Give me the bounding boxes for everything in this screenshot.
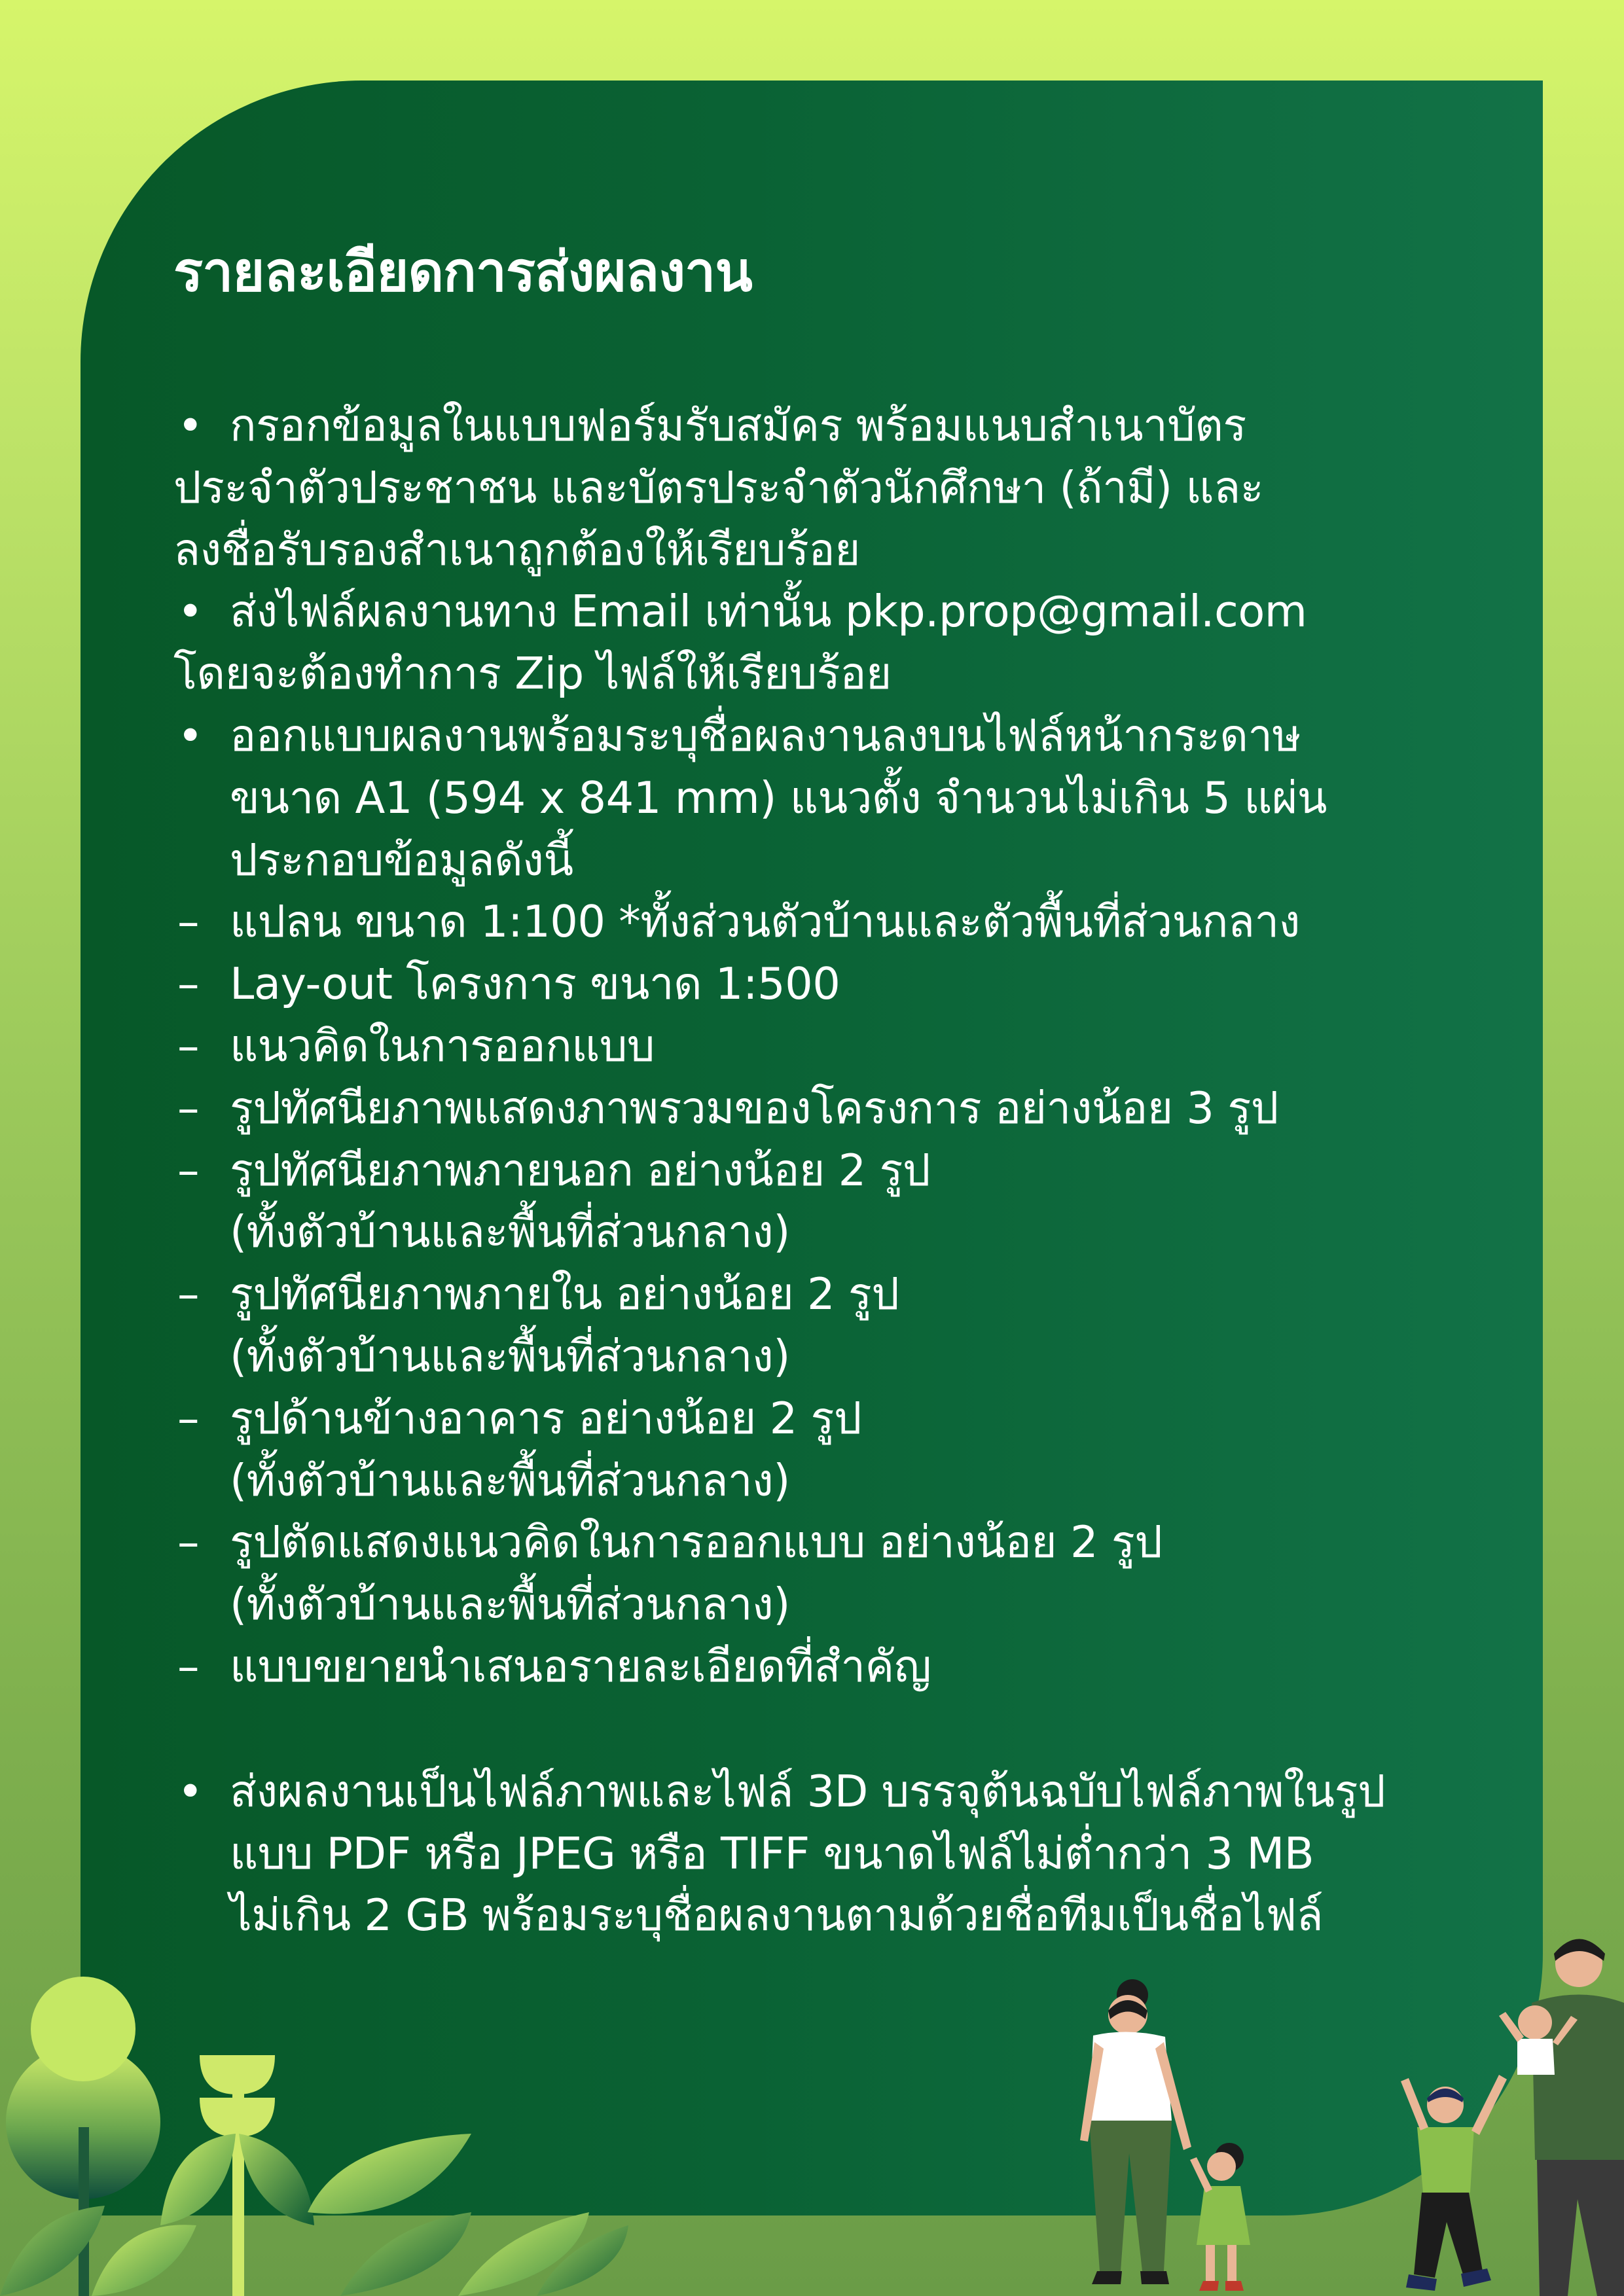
list-item-email-submission: [173, 581, 1489, 643]
item-continuation: (ทั้งตัวบ้านและพื้นที่ส่วนกลาง): [230, 1206, 790, 1258]
dash-marker: –: [177, 1640, 199, 1692]
dash-marker: –: [177, 1020, 199, 1071]
sub-item-elevation: – รูปด้านข้างอาคาร อย่างน้อย 2 รูป: [173, 1388, 1489, 1450]
sub-item-detail-drawing: – แบบขยายนำเสนอรายละเอียดที่สำคัญ: [173, 1636, 1489, 1698]
item-continuation: (ทั้งตัวบ้านและพื้นที่ส่วนกลาง): [230, 1454, 790, 1506]
dash-marker: –: [177, 1144, 199, 1196]
item-continuation: ขนาด A1 (594 x 841 mm) แนวตั้ง จำนวนไม่เกิน 5 แผ่น: [230, 772, 1327, 823]
sub-item-section: – รูปตัดแสดงแนวคิดในการออกแบบ อย่างน้อย 2 รูป: [173, 1511, 1489, 1573]
list-item-application-form: [173, 395, 1489, 457]
item-continuation: ไม่เกิน 2 GB พร้อมระบุชื่อผลงานตามด้วยชื่อทีมเป็นชื่อไฟล์: [230, 1890, 1324, 1941]
bullet-marker: •: [177, 709, 204, 761]
bullet-marker: •: [177, 400, 204, 451]
dash-marker: –: [177, 1082, 199, 1134]
sub-item-overall-perspective: – รูปทัศนียภาพแสดงภาพรวมของโครงการ อย่างน้อย 3 รูป: [173, 1077, 1489, 1139]
sub-item-layout: – Lay-out โครงการ ขนาด 1:500: [173, 953, 1489, 1015]
dash-marker: –: [177, 896, 199, 948]
item-continuation: (ทั้งตัวบ้านและพื้นที่ส่วนกลาง): [230, 1579, 790, 1630]
sub-item-concept: – แนวคิดในการออกแบบ: [173, 1015, 1489, 1077]
item-continuation: ประกอบข้อมูลดังนี้: [230, 834, 573, 886]
page-title: รายละเอียดการส่งผลงาน: [173, 240, 752, 304]
sub-item-interior-perspective: – รูปทัศนียภาพภายใน อย่างน้อย 2 รูป: [173, 1263, 1489, 1325]
item-continuation: ลงชื่อรับรองสำเนาถูกต้องให้เรียบร้อย: [173, 524, 860, 575]
bullet-marker: •: [177, 586, 204, 637]
item-text: กรอกข้อมูลในแบบฟอร์มรับสมัคร พร้อมแนบสำเนาบัตร: [230, 400, 1246, 451]
item-text: ส่งไฟล์ผลงานทาง Email เท่านั้น pkp.prop@gmail.com: [230, 586, 1307, 637]
list-item-file-format: [173, 1761, 1489, 1823]
dash-marker: –: [177, 958, 199, 1010]
bullet-marker: •: [177, 1765, 204, 1817]
list-item-design-requirements: [173, 705, 1489, 767]
item-text: ส่งผลงานเป็นไฟล์ภาพและไฟล์ 3D บรรจุต้นฉบับไฟล์ภาพในรูป: [230, 1765, 1386, 1817]
sub-item-exterior-perspective: – รูปทัศนียภาพภายนอก อย่างน้อย 2 รูป: [173, 1139, 1489, 1202]
submission-details: [173, 232, 1489, 1946]
dash-marker: –: [177, 1392, 199, 1444]
item-continuation: ประจำตัวประชาชน และบัตรประจำตัวนักศึกษา (ถ้ามี) และ: [173, 461, 1264, 513]
item-continuation: โดยจะต้องทำการ Zip ไฟล์ให้เรียบร้อย: [173, 648, 892, 700]
item-text: ออกแบบผลงานพร้อมระบุชื่อผลงานลงบนไฟล์หน้ากระดาษ: [230, 709, 1301, 761]
dash-marker: –: [177, 1516, 199, 1568]
item-continuation: แบบ PDF หรือ JPEG หรือ TIFF ขนาดไฟล์ไม่ต่ำกว่า 3 MB: [230, 1827, 1314, 1879]
item-continuation: (ทั้งตัวบ้านและพื้นที่ส่วนกลาง): [230, 1330, 790, 1382]
dash-marker: –: [177, 1268, 199, 1320]
sub-item-plan: – แปลน ขนาด 1:100 *ทั้งส่วนตัวบ้านและตัวพื้นที่ส่วนกลาง: [173, 891, 1489, 953]
